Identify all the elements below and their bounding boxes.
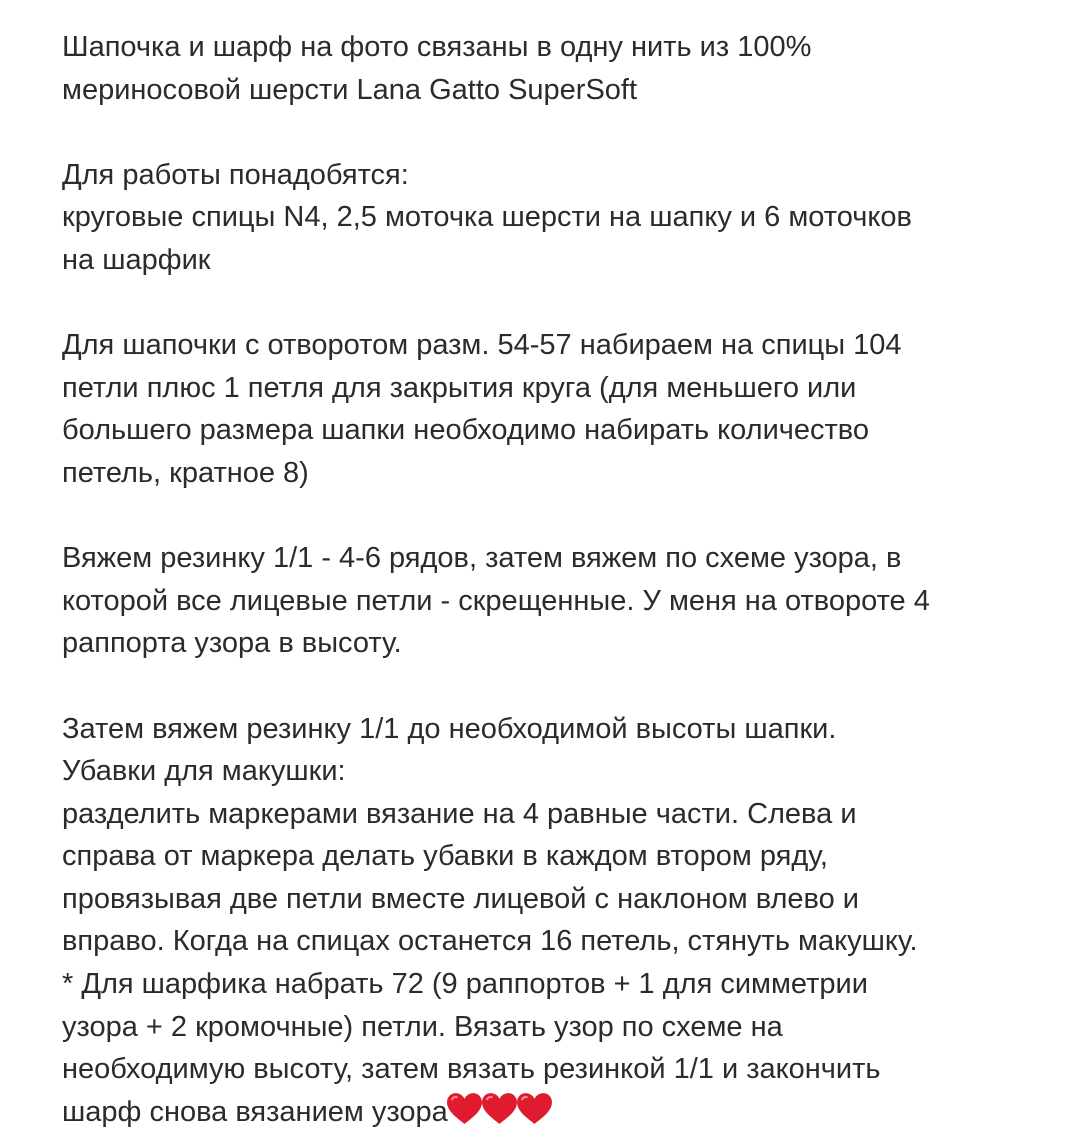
text-line: Вяжем резинку 1/1 - 4-6 рядов, затем вяжем по схеме узора, в — [62, 542, 902, 575]
text-line: на шарфик — [62, 243, 211, 276]
paragraph-decreases-scarf — [62, 708, 1062, 1138]
text-line: Шапочка и шарф на фото связаны в одну нить из 100% — [62, 31, 812, 63]
text-line: Убавки для макушки: — [62, 755, 346, 788]
text-line: * Для шарфика набрать 72 (9 раппортов + 1 для симметрии — [62, 968, 868, 1001]
text-line: разделить маркерами вязание на 4 равные части. Слева и — [62, 797, 857, 830]
text-line: провязывая две петли вместе лицевой с наклоном влево и — [62, 882, 860, 915]
hearts-group — [448, 1092, 553, 1138]
document-body — [62, 26, 1062, 1137]
text-line: необходимую высоту, затем вязать резинкой 1/1 и закончить — [62, 1053, 881, 1086]
text-line-last — [62, 1091, 1062, 1138]
text-line: большего размера шапки необходимо набирать количество — [62, 414, 870, 447]
red-heart-icon — [516, 1092, 553, 1125]
text-line-last-text: шарф снова вязанием узора — [62, 1095, 448, 1128]
text-line: петли плюс 1 петля для закрытия круга (для меньшего или — [62, 371, 857, 404]
text-line: Затем вяжем резинку 1/1 до необходимой высоты шапки. — [62, 712, 837, 745]
text-line: мериносовой шерсти Lana Gatto SuperSoft — [62, 73, 638, 106]
paragraph-hat-cast-on — [62, 324, 1062, 494]
text-line: Для шапочки с отворотом разм. 54-57 набираем на спицы 104 — [62, 329, 902, 362]
paragraph-ribbing-pattern — [62, 537, 1062, 665]
text-line: узора + 2 кромочные) петли. Вязать узор по схеме на — [62, 1010, 783, 1043]
paragraph-materials — [62, 154, 1062, 282]
text-line: петель, кратное 8) — [62, 456, 309, 489]
text-line: Для работы понадобятся: — [62, 158, 409, 191]
red-heart-icon — [446, 1092, 483, 1125]
text-line: раппорта узора в высоту. — [62, 627, 402, 660]
paragraph-intro — [62, 26, 1062, 111]
red-heart-icon — [481, 1092, 518, 1125]
text-line: круговые спицы N4, 2,5 моточка шерсти на шапку и 6 моточков — [62, 201, 912, 234]
text-line: которой все лицевые петли - скрещенные. У меня на отвороте 4 — [62, 584, 930, 617]
text-line: вправо. Когда на спицах останется 16 петель, стянуть макушку. — [62, 925, 918, 958]
text-line: справа от маркера делать убавки в каждом втором ряду, — [62, 840, 828, 873]
